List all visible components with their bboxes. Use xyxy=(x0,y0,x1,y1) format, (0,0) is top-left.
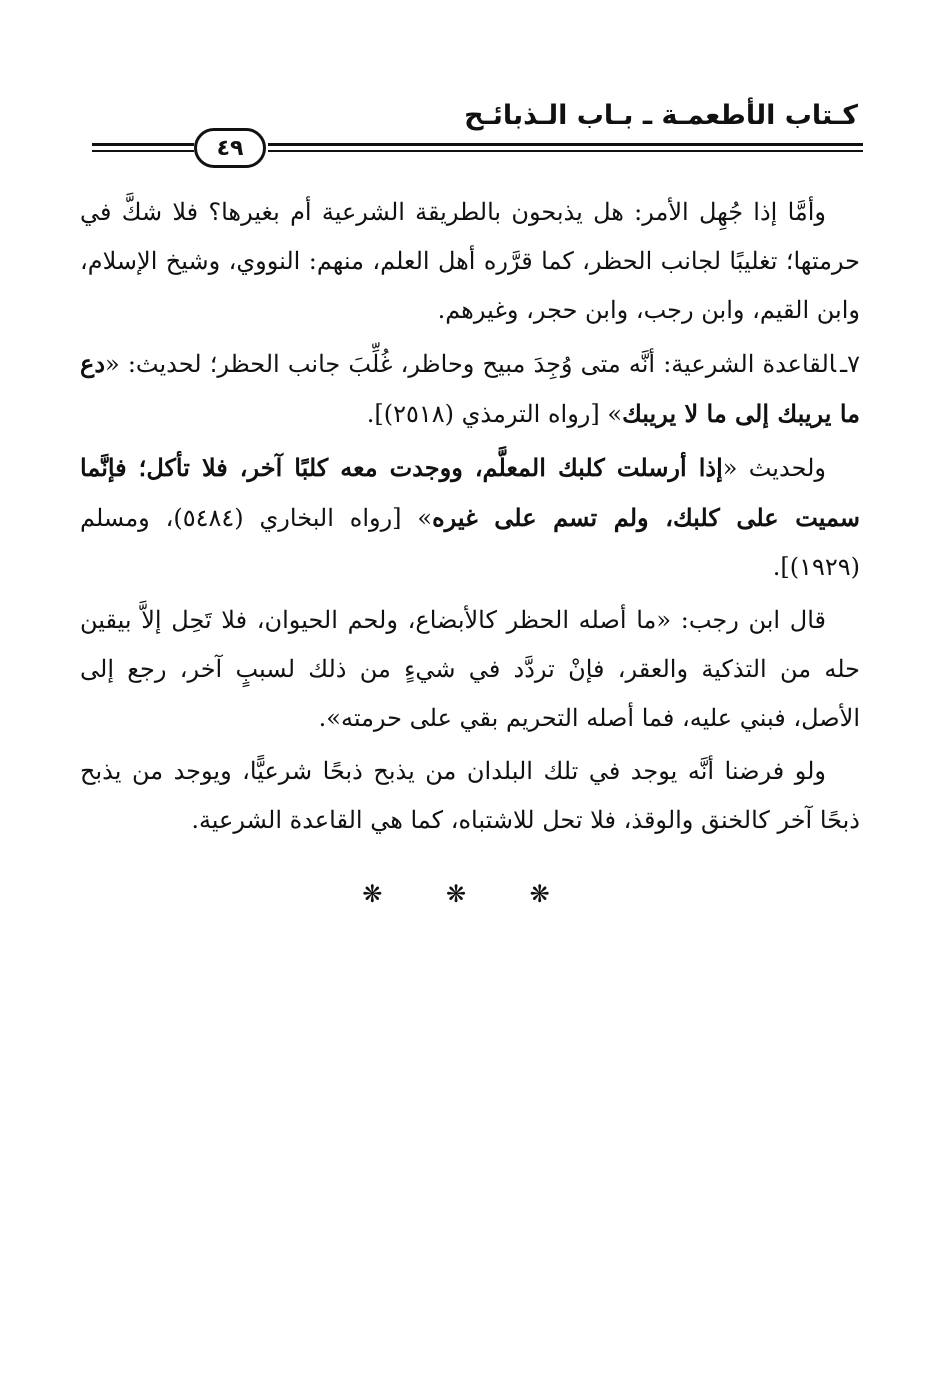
section-separator: ❋ ❋ ❋ xyxy=(362,880,578,908)
paragraph xyxy=(80,188,860,335)
page-number: ٤٩ xyxy=(216,135,244,161)
text-run: » [رواه الترمذي (٢٥١٨)]. xyxy=(366,400,623,428)
text-run: القاعدة الشرعية: أنَّه متى وُجِدَ مبيح وحاظر، غُلِّبَ جانب الحظر؛ لحديث: « xyxy=(105,350,837,378)
paragraph xyxy=(80,443,860,592)
paragraph-numbered xyxy=(80,339,860,439)
header-rule-right-top xyxy=(268,143,863,146)
paragraph xyxy=(80,747,860,845)
page-number-badge xyxy=(194,128,266,168)
running-header: كـتاب الأطعمـة ـ بـاب الـذبائـح xyxy=(464,100,858,131)
text-run: » [رواه البخاري (٥٤٨٤)، ومسلم (١٩٢٩)]. xyxy=(80,504,860,581)
text-run: قال ابن رجب: «ما أصله الحظر كالأبضاع، ولحم الحيوان، فلا تَحِل إلاَّ بيقين حله من التذكية والعقر، فإنْ تردَّد في شيءٍ من ذلك لسببٍ آخر، رجع إلى الأصل، فبني عليه، فما أصله التحريم بقي على حرمته». xyxy=(80,606,860,732)
body-text xyxy=(80,188,860,849)
paragraph xyxy=(80,596,860,743)
text-run: وأمَّا إذا جُهِل الأمر: هل يذبحون بالطريقة الشرعية أم بغيرها؟ فلا شكَّ في حرمتها؛ تغليبًا لجانب الحظر، كما قرَّره أهل العلم، منهم: النووي، وشيخ الإسلام، وابن القيم، وابن رجب، وابن حجر، وغيرهم. xyxy=(80,198,860,324)
hadith-quote: دع ما يريبك إلى ما لا يريبك xyxy=(80,349,860,428)
header-rule-right-bottom xyxy=(268,150,863,152)
hadith-quote: إذا أرسلت كلبك المعلَّم، ووجدت معه كلبًا آخر، فلا تأكل؛ فإنَّما سميت على كلبك، ولم تسم على غيره xyxy=(80,453,860,532)
header-rule-left-bottom xyxy=(92,150,194,152)
header-rule-left-top xyxy=(92,143,194,146)
text-run: ولحديث « xyxy=(722,454,826,482)
item-number: ٧ـ xyxy=(840,350,860,378)
text-run: ولو فرضنا أنَّه يوجد في تلك البلدان من يذبح ذبحًا شرعيًّا، ويوجد من يذبح ذبحًا آخر كالخنق والوقذ، فلا تحل للاشتباه، كما هي القاعدة الشرعية. xyxy=(80,757,860,834)
